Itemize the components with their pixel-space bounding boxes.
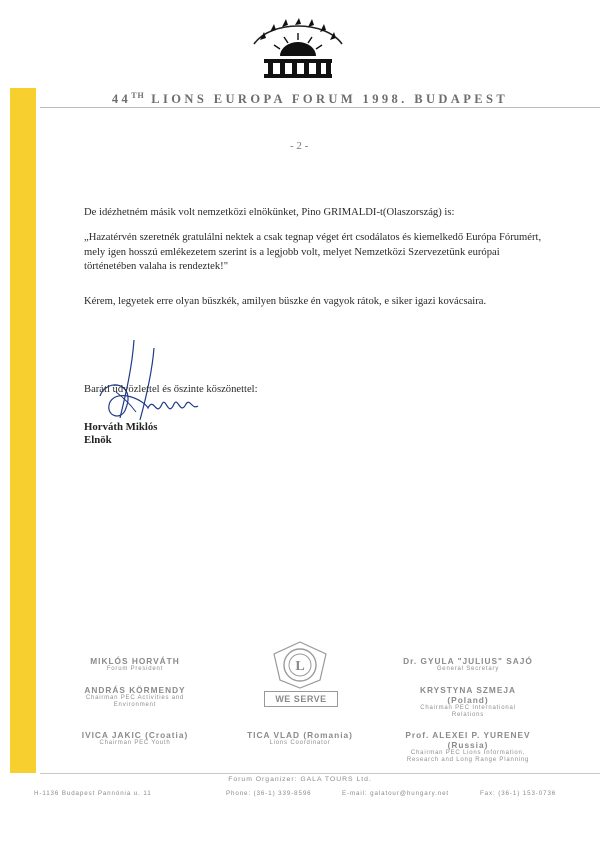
- footer-email: E-mail: galatour@hungary.net: [342, 790, 450, 797]
- board-member-name: IVICA JAKIC (Croatia): [81, 730, 189, 740]
- forum-logo: [246, 18, 350, 82]
- letter-quote: „Hazatérvén szeretnék gratulálni nektek a csak tegnap véget ért csodálatos és kiemelkedő Európa Fórumért, mely igen hosszú emlékezetem szerint is a legjobb volt, melyet Nemzetközi Szervezetünk európai történetében valaha is rendeztek!": [84, 232, 542, 272]
- footer-phone: Phone: (36-1) 339-8596: [226, 790, 312, 797]
- board-member-country: (Poland): [447, 695, 489, 705]
- board-member-name: KRYSTYNA SZMEJA: [420, 685, 516, 695]
- board-member-role: Lions Coordinator: [269, 740, 331, 746]
- footer-address: H-1136 Budapest Pannónia u. 11: [34, 790, 152, 797]
- board-member: [60, 685, 210, 709]
- board-member-name: MIKLÓS HORVÁTH: [90, 656, 180, 666]
- board-member-role: Chairman PEC Lions Information,: [410, 750, 526, 756]
- board-member: [378, 685, 558, 719]
- board-member-role-line2: Relations: [451, 712, 485, 718]
- board-member-role: Chairman PEC Youth: [99, 740, 171, 746]
- lions-emblem-icon: [268, 640, 332, 690]
- forum-organizer: Forum Organizer: GALA TOURS Ltd.: [228, 776, 372, 783]
- board-member-role: General Secretary: [436, 666, 500, 672]
- board-member-name: Prof. ALEXEI P. YURENEV: [405, 730, 531, 740]
- letter-greeting: Baráti üdvözlettel és őszinte köszönettel:: [84, 384, 258, 395]
- letter-intro: De idézhetném másik volt nemzetközi elnökünket, Pino GRIMALDI-t(Olaszország) is:: [84, 207, 455, 218]
- board-member-role-line2: Environment: [113, 702, 157, 708]
- signer-title: Elnök: [84, 434, 112, 446]
- board-member-role: Chairman PEC International: [420, 705, 516, 711]
- yellow-margin-bar: [10, 88, 36, 773]
- board-member: [378, 730, 558, 764]
- board-member-country: (Russia): [447, 740, 489, 750]
- signer-name: Horváth Miklós: [84, 421, 158, 433]
- board-member: [378, 656, 558, 673]
- board-member: [225, 730, 375, 747]
- we-serve-motto: WE SERVE: [264, 691, 338, 707]
- letter-closing: Kérem, legyetek erre olyan büszkék, amilyen büszke én vagyok rátok, e siker igazi kovácsaira.: [84, 296, 487, 307]
- board-member-role: Chairman PEC Activities and: [85, 695, 185, 701]
- footer-fax: Fax: (36-1) 153-0736: [480, 790, 557, 797]
- board-member-name: TICA VLAD (Romania): [247, 730, 353, 740]
- page-number: - 2 -: [290, 140, 309, 152]
- board-member-name: Dr. GYULA "JULIUS" SAJÓ: [403, 656, 533, 666]
- board-member-name: ANDRÁS KÖRMENDY: [84, 685, 186, 695]
- emblem-letter: L: [295, 659, 305, 674]
- board-member-role-line2: Research and Long Range Planning: [406, 757, 530, 763]
- board-member: [60, 656, 210, 673]
- footer-divider: [40, 773, 600, 774]
- board-member: [60, 730, 210, 747]
- board-member-role: Forum President: [106, 666, 164, 672]
- forum-title: 44TH LIONS EUROPA FORUM 1998. BUDAPEST: [111, 91, 509, 107]
- header-divider: [40, 107, 600, 108]
